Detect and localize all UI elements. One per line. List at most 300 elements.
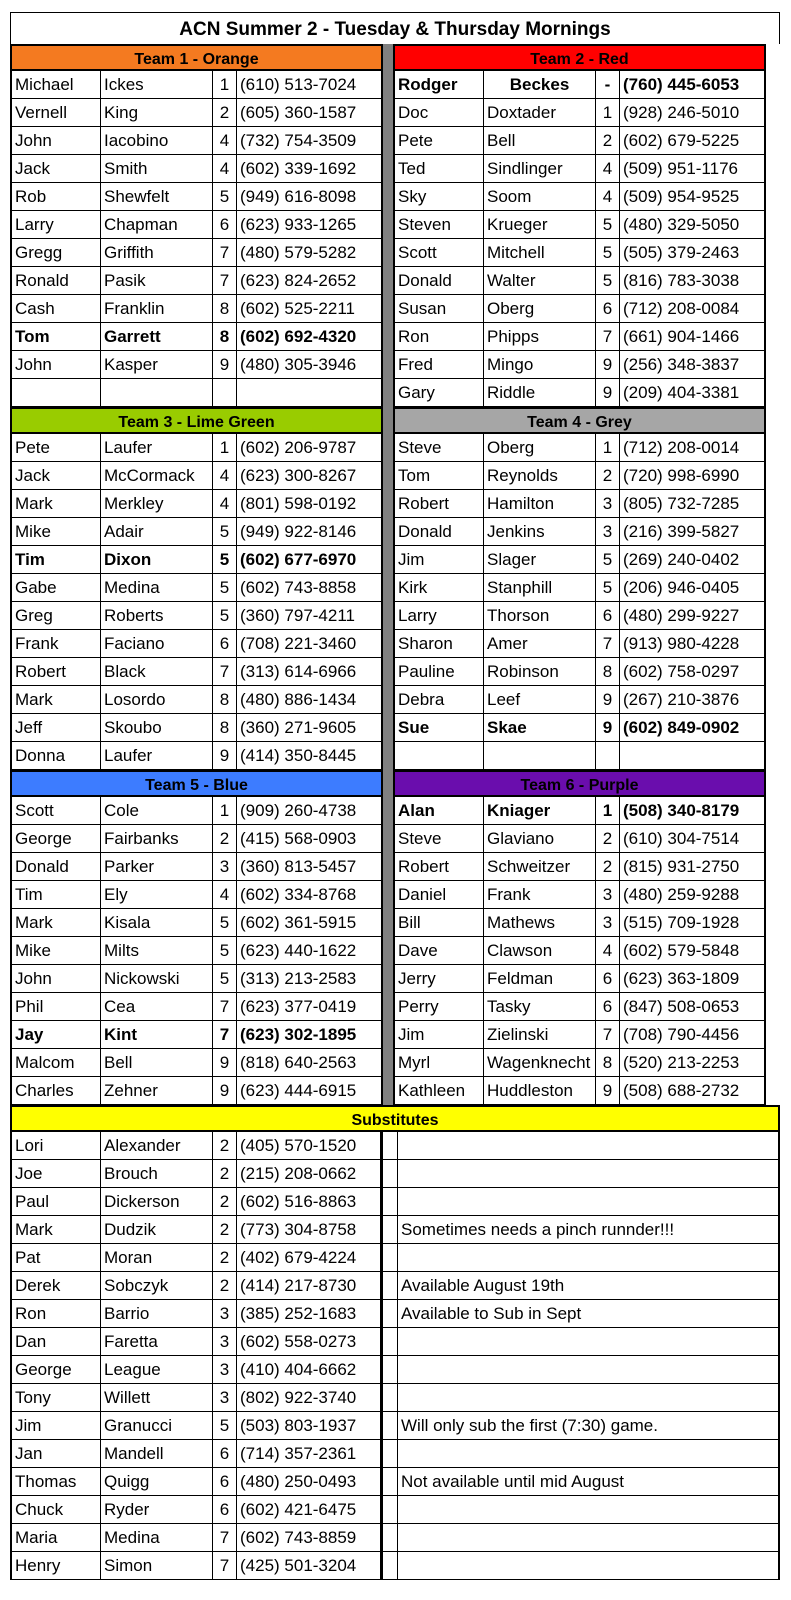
substitute-note (397, 1440, 778, 1467)
last-name: Amer (483, 630, 595, 657)
phone-number: (402) 679-4224 (236, 1244, 381, 1271)
team-row-2 (10, 407, 780, 770)
team-header: Team 4 - Grey (395, 407, 766, 434)
roster-sheet (10, 12, 780, 1580)
first-name: Joe (15, 1164, 43, 1183)
substitute-row (10, 1468, 381, 1496)
substitute-note: Will only sub the first (7:30) game. (397, 1412, 778, 1439)
substitute-note-row (381, 1272, 780, 1300)
last-name: Kint (100, 1021, 212, 1048)
last-name: Feldman (483, 965, 595, 992)
note-spacer (383, 1440, 397, 1467)
phone-number: (480) 579-5282 (236, 239, 381, 266)
skill-level: 5 (595, 267, 619, 294)
substitute-note-row (381, 1552, 780, 1580)
first-name: Sue (398, 718, 430, 737)
phone-number: (209) 404-3381 (619, 379, 764, 406)
team-4-panel (395, 407, 766, 770)
last-name (100, 379, 212, 406)
phone-number: (360) 813-5457 (236, 853, 381, 880)
phone-number: (360) 797-4211 (236, 602, 381, 629)
first-name (395, 742, 483, 769)
first-name: Scott (15, 801, 54, 820)
phone-number: (256) 348-3837 (619, 351, 764, 378)
first-name (12, 379, 100, 406)
phone-number: (505) 379-2463 (619, 239, 764, 266)
first-name: Derek (15, 1276, 61, 1295)
last-name: Alexander (100, 1132, 212, 1159)
team-row-3 (10, 770, 780, 1105)
phone-number: (602) 692-4320 (236, 323, 381, 350)
last-name: Soom (483, 183, 595, 210)
skill-level: 4 (212, 155, 236, 182)
player-row (10, 71, 381, 99)
skill-level: 1 (212, 71, 236, 98)
player-row (10, 686, 381, 714)
player-row (10, 239, 381, 267)
skill-level: 4 (212, 462, 236, 489)
substitutes-contacts (10, 1132, 381, 1580)
skill-level: 5 (595, 239, 619, 266)
last-name: Fairbanks (100, 825, 212, 852)
phone-number: (708) 221-3460 (236, 630, 381, 657)
substitute-note-row (381, 1468, 780, 1496)
last-name: Glaviano (483, 825, 595, 852)
skill-level: 1 (595, 99, 619, 126)
first-name: Mike (15, 522, 51, 541)
first-name: Debra (398, 690, 445, 709)
phone-number: (714) 357-2361 (236, 1440, 381, 1467)
skill-level: 7 (212, 239, 236, 266)
first-name: Ron (398, 327, 430, 346)
player-row (10, 881, 381, 909)
phone-number: (480) 299-9227 (619, 602, 764, 629)
phone-number: (602) 516-8863 (236, 1188, 381, 1215)
substitute-note-row (381, 1496, 780, 1524)
skill-level: 9 (595, 686, 619, 713)
last-name: Ickes (100, 71, 212, 98)
last-name: Stanphill (483, 574, 595, 601)
skill-level: 8 (212, 714, 236, 741)
skill-level: 2 (212, 1188, 236, 1215)
skill-level: 2 (212, 1272, 236, 1299)
phone-number: (708) 790-4456 (619, 1021, 764, 1048)
phone-number: (801) 598-0192 (236, 490, 381, 517)
substitute-note (397, 1552, 778, 1579)
substitute-note: Not available until mid August (397, 1468, 778, 1495)
phone-number: (602) 743-8859 (236, 1524, 381, 1551)
player-row (395, 434, 766, 462)
first-name: Alan (398, 801, 435, 820)
first-name: Ronald (15, 271, 69, 290)
last-name: Chapman (100, 211, 212, 238)
skill-level: 9 (595, 351, 619, 378)
skill-level: 1 (595, 797, 619, 824)
first-name: Henry (15, 1556, 61, 1575)
first-name: Jim (398, 550, 425, 569)
last-name: Iacobino (100, 127, 212, 154)
phone-number: (425) 501-3204 (236, 1552, 381, 1579)
phone-number: (508) 340-8179 (619, 797, 764, 824)
last-name: Bell (483, 127, 595, 154)
substitutes-notes (381, 1132, 780, 1580)
phone-number: (602) 677-6970 (236, 546, 381, 573)
last-name: McCormack (100, 462, 212, 489)
team-header: Team 2 - Red (395, 44, 766, 71)
note-spacer (383, 1496, 397, 1523)
first-name: Steve (398, 438, 442, 457)
last-name: Mathews (483, 909, 595, 936)
first-name: Scott (398, 243, 437, 262)
substitute-row (10, 1300, 381, 1328)
phone-number: (928) 246-5010 (619, 99, 764, 126)
skill-level: 2 (595, 127, 619, 154)
team-5-panel (10, 770, 381, 1105)
phone-number: (602) 679-5225 (619, 127, 764, 154)
note-spacer (383, 1216, 397, 1243)
last-name: Dudzik (100, 1216, 212, 1243)
substitute-note: Sometimes needs a pinch runnder!!! (397, 1216, 778, 1243)
last-name: Huddleston (483, 1077, 595, 1104)
player-row (395, 239, 766, 267)
last-name: Nickowski (100, 965, 212, 992)
team-header: Team 5 - Blue (10, 770, 381, 797)
skill-level: 6 (212, 1496, 236, 1523)
player-row (395, 965, 766, 993)
player-row (10, 658, 381, 686)
last-name: Slager (483, 546, 595, 573)
skill-level: 4 (212, 490, 236, 517)
phone-number: (405) 570-1520 (236, 1132, 381, 1159)
first-name: Jay (15, 1025, 44, 1044)
first-name: Tony (15, 1388, 51, 1407)
first-name: Donald (15, 857, 69, 876)
player-row (395, 602, 766, 630)
player-row (10, 630, 381, 658)
player-row (395, 183, 766, 211)
first-name: Larry (398, 606, 437, 625)
first-name: John (15, 131, 52, 150)
last-name: Zielinski (483, 1021, 595, 1048)
last-name: Robinson (483, 658, 595, 685)
column-separator (381, 770, 395, 1105)
skill-level: 9 (212, 1049, 236, 1076)
note-spacer (383, 1468, 397, 1495)
first-name: Maria (15, 1528, 58, 1547)
phone-number: (509) 951-1176 (619, 155, 764, 182)
player-row (10, 211, 381, 239)
phone-number: (480) 886-1434 (236, 686, 381, 713)
first-name: Lori (15, 1136, 44, 1155)
phone-number: (949) 922-8146 (236, 518, 381, 545)
skill-level: 5 (212, 183, 236, 210)
last-name: Brouch (100, 1160, 212, 1187)
last-name: Mitchell (483, 239, 595, 266)
phone-number: (602) 849-0902 (619, 714, 764, 741)
first-name: Tim (15, 885, 43, 904)
player-row (395, 909, 766, 937)
last-name: Riddle (483, 379, 595, 406)
last-name: Laufer (100, 434, 212, 461)
substitute-note (397, 1188, 778, 1215)
skill-level: 8 (595, 658, 619, 685)
first-name: Jeff (15, 718, 43, 737)
note-spacer (383, 1412, 397, 1439)
team-1-panel (10, 44, 381, 407)
phone-number: (602) 206-9787 (236, 434, 381, 461)
last-name: Mandell (100, 1440, 212, 1467)
sheet-title: ACN Summer 2 - Tuesday & Thursday Mornings (10, 12, 780, 44)
player-row (395, 742, 766, 770)
player-row (10, 99, 381, 127)
skill-level: 7 (595, 1021, 619, 1048)
skill-level: 2 (595, 462, 619, 489)
last-name: Willett (100, 1384, 212, 1411)
player-row (395, 714, 766, 742)
first-name: Mark (15, 913, 53, 932)
note-spacer (383, 1384, 397, 1411)
last-name: Bell (100, 1049, 212, 1076)
phone-number: (602) 361-5915 (236, 909, 381, 936)
team-header: Team 3 - Lime Green (10, 407, 381, 434)
column-separator (381, 44, 395, 407)
first-name: Gregg (15, 243, 63, 262)
last-name: Skae (483, 714, 595, 741)
first-name: Mark (15, 494, 53, 513)
first-name: Chuck (15, 1500, 64, 1519)
player-row (10, 742, 381, 770)
first-name: Fred (398, 355, 433, 374)
player-row (395, 295, 766, 323)
phone-number (236, 379, 381, 406)
last-name: Barrio (100, 1300, 212, 1327)
player-row (10, 127, 381, 155)
player-row (395, 462, 766, 490)
last-name: Griffith (100, 239, 212, 266)
phone-number: (410) 404-6662 (236, 1356, 381, 1383)
phone-number: (773) 304-8758 (236, 1216, 381, 1243)
player-row (395, 1049, 766, 1077)
team-header: Team 6 - Purple (395, 770, 766, 797)
first-name: Phil (15, 997, 44, 1016)
player-row (10, 1049, 381, 1077)
phone-number: (602) 334-8768 (236, 881, 381, 908)
player-row (10, 937, 381, 965)
first-name: Dave (398, 941, 438, 960)
phone-number: (480) 305-3946 (236, 351, 381, 378)
phone-number: (623) 440-1622 (236, 937, 381, 964)
player-row (10, 183, 381, 211)
last-name: Ryder (100, 1496, 212, 1523)
first-name: Pauline (398, 662, 455, 681)
substitute-note-row (381, 1356, 780, 1384)
phone-number: (712) 208-0084 (619, 295, 764, 322)
skill-level: 3 (595, 490, 619, 517)
skill-level: 2 (595, 825, 619, 852)
phone-number: (602) 421-6475 (236, 1496, 381, 1523)
last-name: Walter (483, 267, 595, 294)
team-header: Team 1 - Orange (10, 44, 381, 71)
phone-number: (360) 271-9605 (236, 714, 381, 741)
first-name: Malcom (15, 1053, 75, 1072)
first-name: Frank (15, 634, 59, 653)
last-name: Faretta (100, 1328, 212, 1355)
skill-level: 5 (212, 909, 236, 936)
skill-level: 2 (212, 1132, 236, 1159)
first-name: Donald (398, 522, 452, 541)
phone-number: (623) 444-6915 (236, 1077, 381, 1104)
first-name: Tom (398, 466, 431, 485)
last-name: Clawson (483, 937, 595, 964)
last-name: Phipps (483, 323, 595, 350)
last-name: Kasper (100, 351, 212, 378)
last-name: Garrett (100, 323, 212, 350)
skill-level: 5 (595, 574, 619, 601)
skill-level: - (595, 71, 619, 98)
player-row (395, 574, 766, 602)
first-name: Pat (15, 1248, 41, 1267)
first-name: Tim (15, 550, 45, 569)
last-name: Kniager (483, 797, 595, 824)
first-name: Paul (15, 1192, 50, 1211)
substitute-row (10, 1188, 381, 1216)
player-row (395, 630, 766, 658)
skill-level: 8 (595, 1049, 619, 1076)
last-name: Dickerson (100, 1188, 212, 1215)
teams-section (10, 44, 780, 1105)
substitute-row (10, 1244, 381, 1272)
note-spacer (383, 1300, 397, 1327)
skill-level: 6 (212, 1468, 236, 1495)
last-name: Black (100, 658, 212, 685)
last-name: Mingo (483, 351, 595, 378)
skill-level: 6 (212, 211, 236, 238)
substitute-note (397, 1132, 778, 1159)
phone-number: (623) 363-1809 (619, 965, 764, 992)
player-row (395, 658, 766, 686)
player-row (10, 351, 381, 379)
skill-level: 3 (212, 853, 236, 880)
skill-level: 7 (212, 267, 236, 294)
first-name: Jerry (398, 969, 436, 988)
phone-number: (623) 377-0419 (236, 993, 381, 1020)
last-name: Faciano (100, 630, 212, 657)
first-name: Rob (15, 187, 47, 206)
player-row (395, 546, 766, 574)
first-name: Larry (15, 215, 54, 234)
last-name: Cea (100, 993, 212, 1020)
phone-number: (661) 904-1466 (619, 323, 764, 350)
column-separator (381, 407, 395, 770)
first-name: Vernell (15, 103, 67, 122)
phone-number: (720) 998-6990 (619, 462, 764, 489)
first-name: Jack (15, 159, 50, 178)
substitute-note-row (381, 1188, 780, 1216)
last-name: Krueger (483, 211, 595, 238)
player-row (10, 323, 381, 351)
last-name: Oberg (483, 295, 595, 322)
player-row (10, 853, 381, 881)
phone-number: (415) 568-0903 (236, 825, 381, 852)
phone-number: (206) 946-0405 (619, 574, 764, 601)
phone-number: (949) 616-8098 (236, 183, 381, 210)
substitute-note-row (381, 1300, 780, 1328)
substitute-note-row (381, 1132, 780, 1160)
first-name: Sky (398, 187, 427, 206)
phone-number: (602) 339-1692 (236, 155, 381, 182)
player-row (395, 155, 766, 183)
skill-level: 5 (212, 602, 236, 629)
substitute-note-row (381, 1244, 780, 1272)
skill-level: 3 (212, 1384, 236, 1411)
phone-number: (602) 743-8858 (236, 574, 381, 601)
skill-level: 8 (212, 323, 236, 350)
first-name: Gabe (15, 578, 57, 597)
last-name: Jenkins (483, 518, 595, 545)
phone-number: (847) 508-0653 (619, 993, 764, 1020)
substitute-note (397, 1496, 778, 1523)
substitute-note-row (381, 1328, 780, 1356)
player-row (10, 518, 381, 546)
first-name: Robert (398, 857, 450, 876)
substitutes-section (10, 1105, 780, 1580)
last-name: Laufer (100, 742, 212, 769)
last-name: Pasik (100, 267, 212, 294)
substitute-note (397, 1524, 778, 1551)
substitute-row (10, 1524, 381, 1552)
player-row (10, 434, 381, 462)
skill-level: 4 (595, 183, 619, 210)
substitutes-table (10, 1132, 780, 1580)
substitute-note-row (381, 1412, 780, 1440)
substitute-note (397, 1160, 778, 1187)
skill-level: 9 (595, 1077, 619, 1104)
phone-number: (602) 525-2211 (236, 295, 381, 322)
last-name: Kisala (100, 909, 212, 936)
substitute-row (10, 1132, 381, 1160)
player-row (395, 379, 766, 407)
player-row (10, 909, 381, 937)
first-name: Bill (398, 913, 421, 932)
last-name: Leef (483, 686, 595, 713)
phone-number: (216) 399-5827 (619, 518, 764, 545)
last-name: Merkley (100, 490, 212, 517)
phone-number: (602) 558-0273 (236, 1328, 381, 1355)
substitutes-grid (10, 1132, 780, 1580)
first-name: Susan (398, 299, 447, 318)
first-name: Mark (15, 1220, 53, 1239)
first-name: Donna (15, 746, 66, 765)
first-name: Gary (398, 383, 435, 402)
first-name: Thomas (15, 1472, 77, 1491)
first-name: George (15, 1360, 72, 1379)
last-name: Quigg (100, 1468, 212, 1495)
last-name: Ely (100, 881, 212, 908)
first-name: Donald (398, 271, 452, 290)
first-name: Daniel (398, 885, 447, 904)
last-name: Dixon (100, 546, 212, 573)
skill-level: 5 (212, 518, 236, 545)
skill-level: 6 (595, 965, 619, 992)
phone-number: (503) 803-1937 (236, 1412, 381, 1439)
phone-number: (815) 931-2750 (619, 853, 764, 880)
last-name: Smith (100, 155, 212, 182)
first-name: Robert (15, 662, 67, 681)
first-name: Ted (398, 159, 426, 178)
phone-number: (480) 250-0493 (236, 1468, 381, 1495)
phone-number: (480) 259-9288 (619, 881, 764, 908)
note-spacer (383, 1524, 397, 1551)
